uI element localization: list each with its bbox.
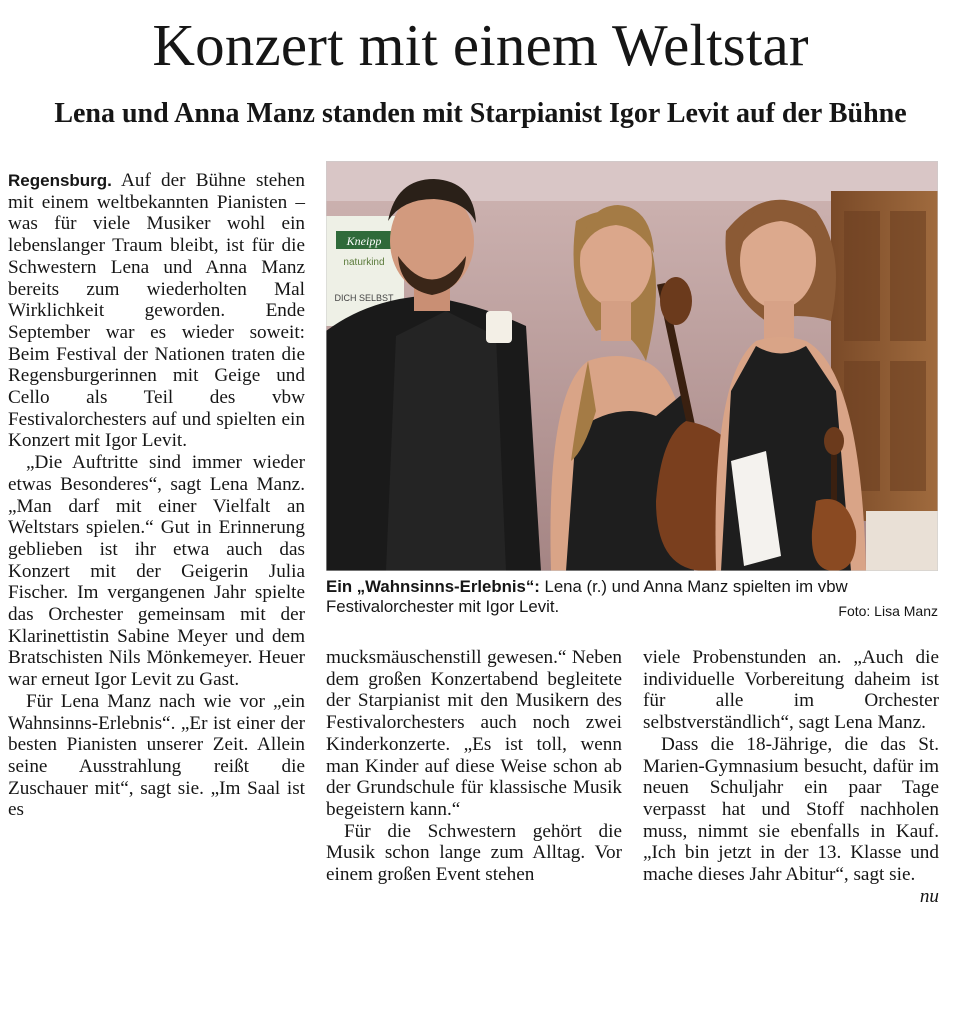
subheadline: Lena und Anna Manz standen mit Starpianist Igor Levit auf der Bühne bbox=[54, 98, 907, 129]
banner-sub: naturkind bbox=[343, 257, 385, 268]
checkered-floor bbox=[866, 511, 938, 571]
banner-brand: Kneipp bbox=[346, 234, 382, 248]
text-column-1 bbox=[8, 170, 305, 821]
paragraph: Für die Schwestern gehört die Musik schon lange zum Alltag. Vor einem großen Event stehen bbox=[326, 820, 622, 886]
paragraph-text: Auf der Bühne stehen mit einem weltbekannten Pianisten – was für viele Musiker wohl ein lebenslanger Traum bleibt, ist für die Schwestern Lena und Anna Manz bereits zum wiederholten Mal Wirklichkeit geworden. Ende September war es wieder soweit: Beim Festival der Nationen traten die Regensburgerinnen mit Geige und Cello als Teil des vbw Festivalorchesters auf und spielten ein Konzert mit Igor Levit. bbox=[8, 170, 305, 452]
paragraph bbox=[8, 170, 305, 452]
paragraph bbox=[643, 733, 939, 907]
banner-slogan: DICH SELBST bbox=[334, 293, 394, 303]
caption-lead: Ein „Wahnsinns-Erlebnis“: bbox=[326, 577, 540, 596]
article-photo bbox=[326, 161, 938, 571]
paragraph-text: Dass die 18-Jährige, die das St. Marien-Gymnasium besucht, dafür im neuen Schuljahr ein paar Tage verpasst hat und Stoff nachholen muss, nimmt sie ebenfalls in Kauf. „Ich bin jetzt in der 13. Klasse und mache dieses Jahr Abitur“, sagt sie. bbox=[643, 733, 939, 886]
author-initials: nu bbox=[919, 885, 939, 907]
photo-illustration bbox=[326, 161, 938, 571]
paragraph: mucksmäuschenstill gewesen.“ Neben dem großen Konzertabend begleitete der Starpianist mit den Musikern des Festivalorchesters auch noch zwei Kinderkonzerte. „Es ist toll, wenn man Kinder auf diese Weise schon ab der Grundschule für klassische Musik begeistern kann.“ bbox=[326, 647, 622, 820]
text-column-3 bbox=[643, 647, 939, 907]
caption-text: Lena (r.) und Anna Manz spielten im vbw Festivalorchester mit Igor Levit. bbox=[326, 577, 848, 616]
dateline: Regensburg. bbox=[8, 171, 112, 190]
paragraph: „Die Auftritte sind immer wieder etwas Besonderes“, sagt Lena Manz. „Man darf mit einer Vielfalt an Weltstars spielen.“ Gut in Erinnerung geblieben ist ihr etwa auch das Konzert mit der Geigerin Julia Fischer. Im vergangenen Jahr spielte das Orchester gemeinsam mit der Klarinettistin Sabine Meyer und dem Bratschisten Nils Mönkemeyer. Heuer war erneut Igor Levit zu Gast. bbox=[8, 452, 305, 691]
text-column-2 bbox=[326, 647, 622, 886]
photo-credit: Foto: Lisa Manz bbox=[838, 603, 938, 619]
paragraph: Für Lena Manz nach wie vor „ein Wahnsinns-Erlebnis“. „Er ist einer der besten Pianisten unserer Zeit. Allein seine Ausstrahlung reißt die Zuschauer mit“, sagt sie. „Im Saal ist es bbox=[8, 690, 305, 821]
paragraph: viele Probenstunden an. „Auch die individuelle Vorbereitung daheim ist für alle im Orchester selbstverständlich“, sagt Lena Manz. bbox=[643, 647, 939, 734]
headline: Konzert mit einem Weltstar bbox=[152, 12, 809, 78]
